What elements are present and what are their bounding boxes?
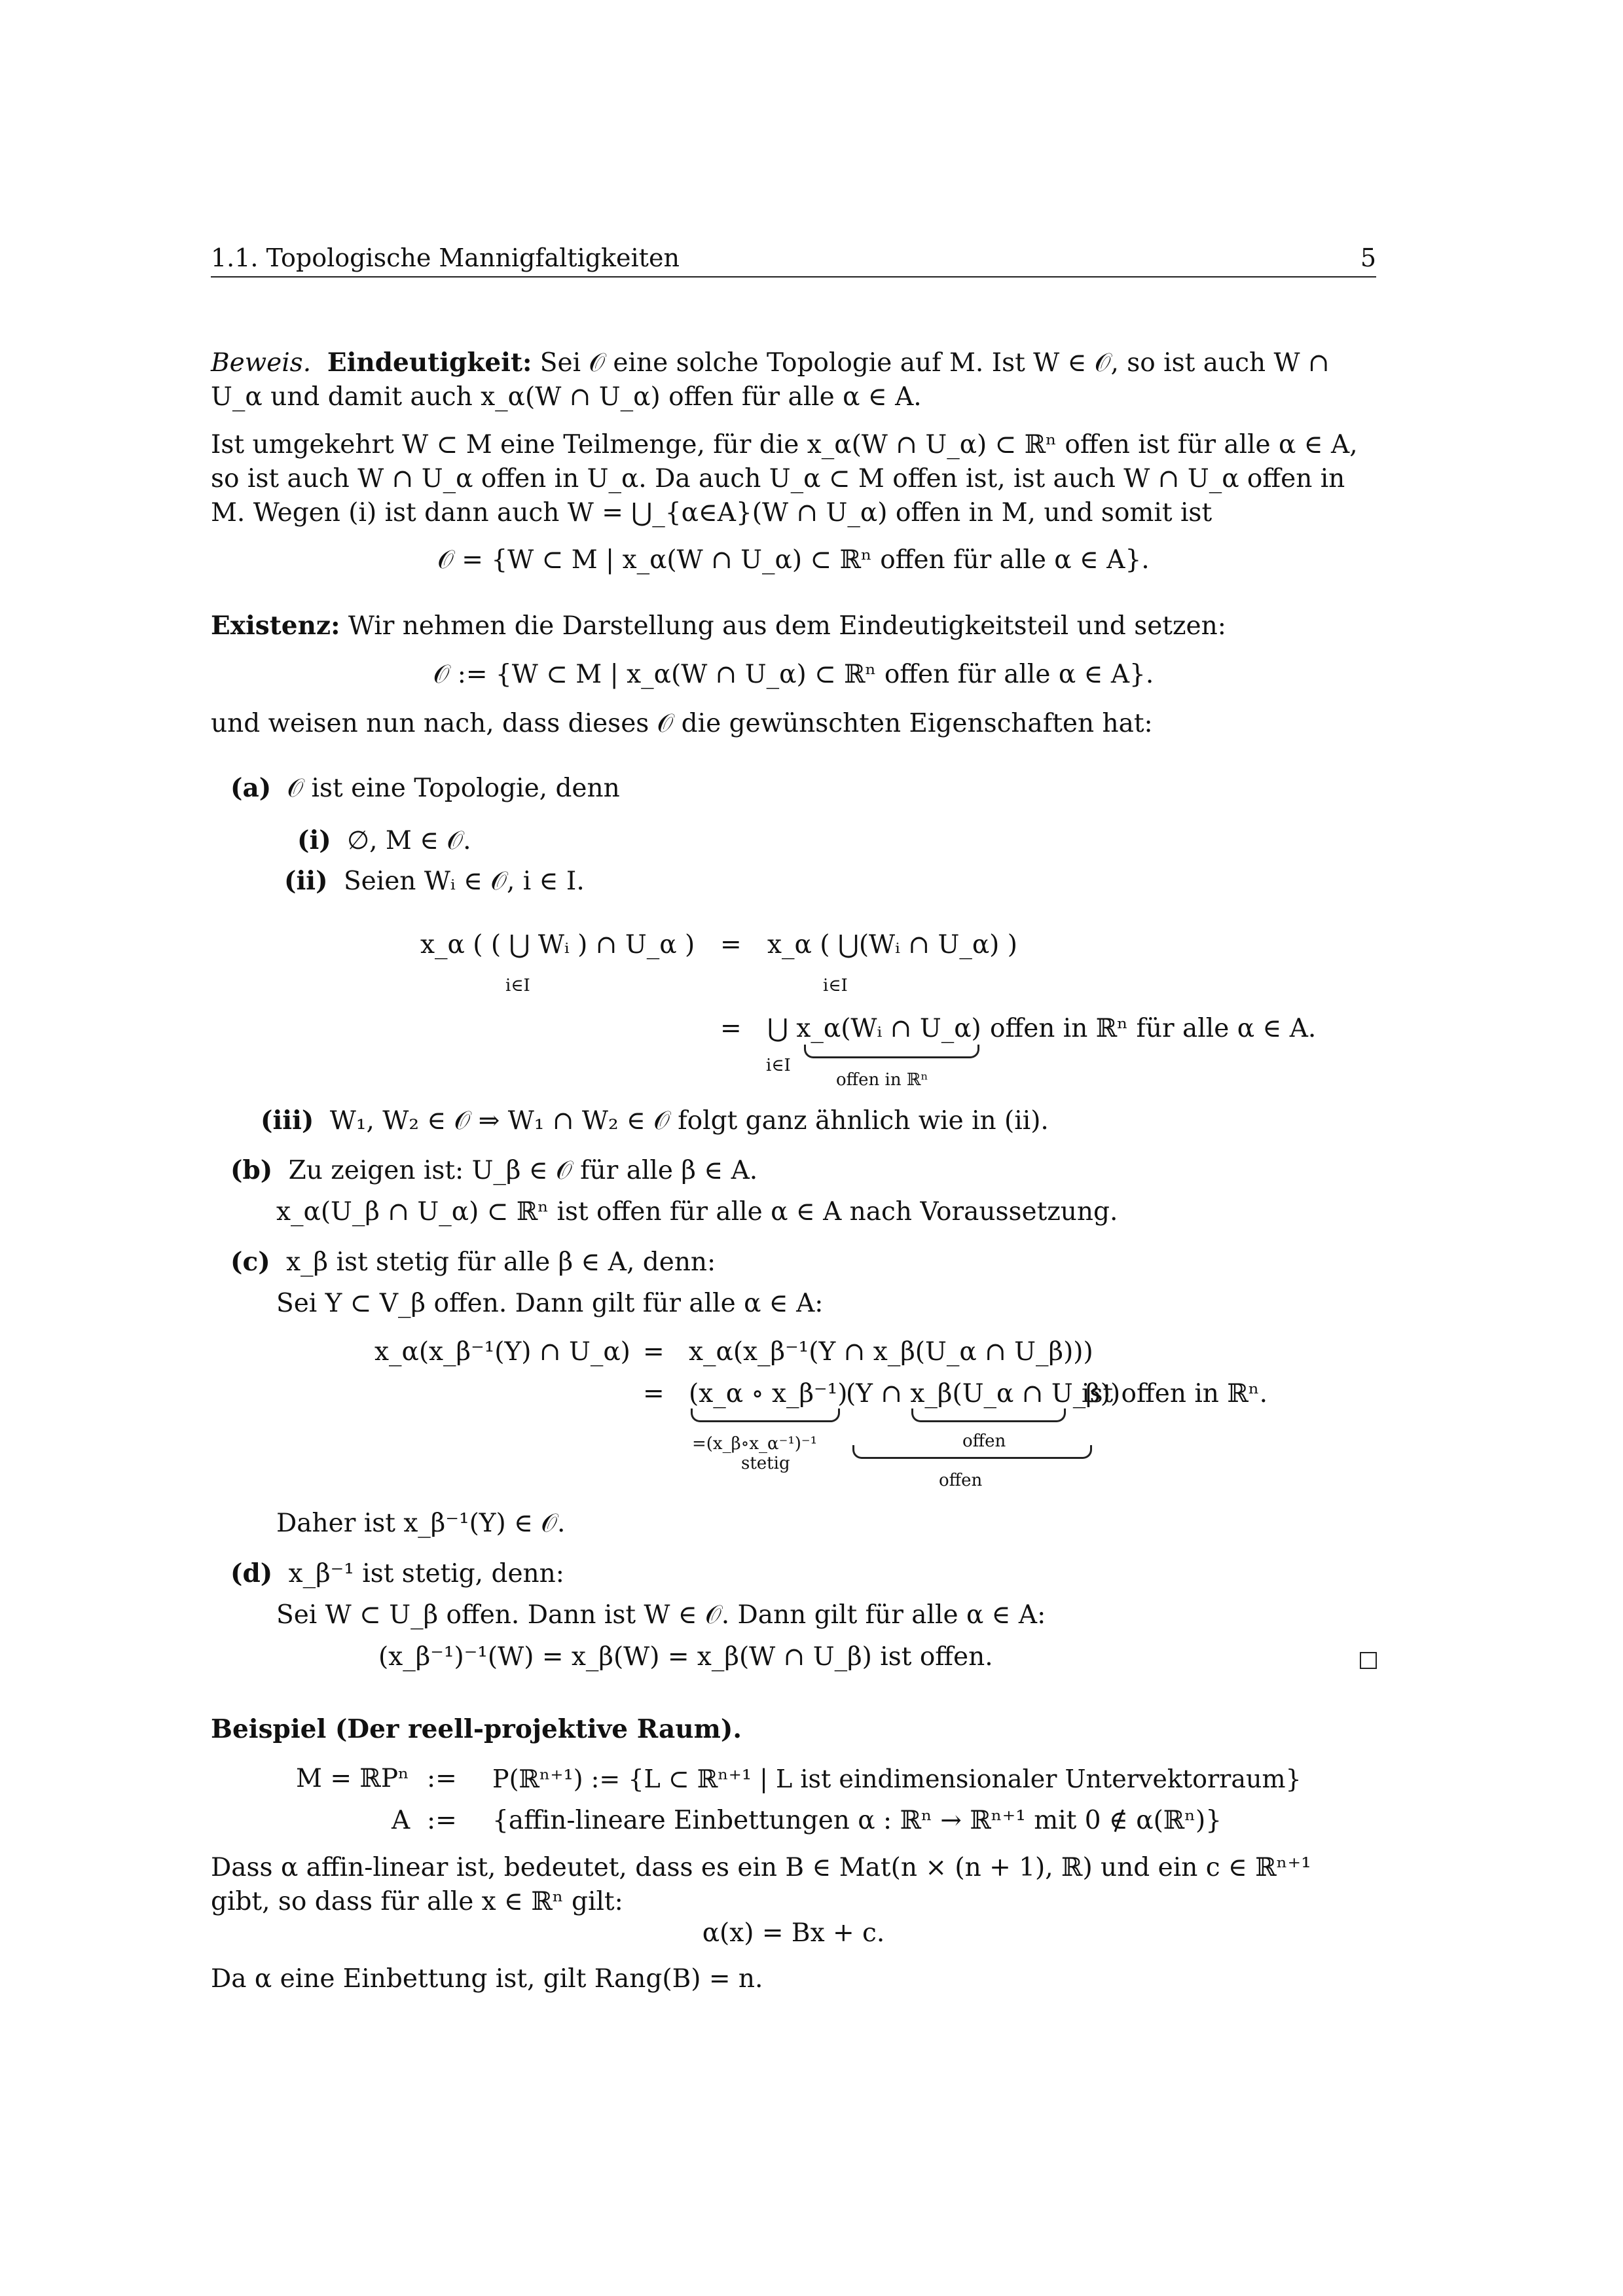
proof-paragraph-1	[211, 346, 1376, 414]
item-a-ii-text: Seien Wᵢ ∈ 𝒪, i ∈ I.	[343, 867, 585, 896]
example-row1-lhs: M = ℝPⁿ	[296, 1764, 409, 1793]
existenz-paragraph	[211, 609, 1376, 643]
item-a-iii-label: (iii)	[261, 1105, 314, 1136]
union-lhs: x_α ( ( ⋃ Wᵢ ) ∩ U_α )	[420, 930, 695, 960]
item-a-i	[297, 823, 471, 858]
existenz-label: Existenz:	[211, 611, 340, 641]
eq-sign-3: =	[643, 1337, 665, 1367]
proof-intro: Beweis.	[211, 348, 312, 378]
example-row2-lhs: A	[392, 1806, 410, 1835]
existenz-text: Wir nehmen die Darstellung aus dem Eindeutigkeitsteil und setzen:	[348, 611, 1226, 641]
union-rhs-1: x_α ( ⋃(Wᵢ ∩ U_α) )	[767, 930, 1017, 960]
item-b-text-1: Zu zeigen ist: U_β ∈ 𝒪 für alle β ∈ A.	[288, 1156, 758, 1185]
proof-text-4: und weisen nun nach, dass dieses 𝒪 die gewünschten Eigenschaften hat:	[211, 709, 1153, 738]
page-number: 5	[1360, 243, 1376, 272]
eq-sign-1: =	[720, 930, 742, 960]
underbrace-4-label: offen	[939, 1471, 983, 1490]
proof-paragraph-2	[211, 428, 1376, 530]
example-text-2: Da α eine Einbettung ist, gilt Rang(B) = n.	[211, 1964, 763, 1994]
item-b-text-2: x_α(U_β ∩ U_α) ⊂ ℝⁿ ist offen für alle α ∈ A nach Voraussetzung.	[276, 1197, 1118, 1227]
composition-rhs-1: x_α(x_β⁻¹(Y ∩ x_β(U_α ∩ U_β)))	[689, 1337, 1093, 1367]
example-title: Beispiel (Der reell-projektive Raum).	[211, 1714, 742, 1744]
proof-text-1: Sei 𝒪 eine solche Topologie auf M. Ist W ∈ 𝒪, so ist auch W ∩ U_α und damit auch x_α(W ∩ U_α) offen für alle α ∈ A.	[211, 348, 1330, 412]
equation-1: 𝒪 = {W ⊂ M | x_α(W ∩ U_α) ⊂ ℝⁿ offen für alle α ∈ A}.	[437, 545, 1150, 575]
item-b-label: (b)	[230, 1155, 273, 1185]
union-rhs-2-sub: i∈I	[766, 1056, 791, 1075]
item-d-label: (d)	[230, 1558, 273, 1588]
item-a-label: (a)	[230, 773, 272, 803]
underbrace-3-label: offen	[962, 1431, 1006, 1451]
item-d-text-1: x_β⁻¹ ist stetig, denn:	[288, 1559, 564, 1588]
item-a-iii-text: W₁, W₂ ∈ 𝒪 ⇒ W₁ ∩ W₂ ∈ 𝒪 folgt ganz ähnlich wie in (ii).	[329, 1106, 1049, 1136]
item-a-text: 𝒪 ist eine Topologie, denn	[287, 774, 620, 803]
item-a-ii-label: (ii)	[284, 866, 328, 896]
item-a-i-label: (i)	[297, 825, 331, 855]
qed-symbol	[1360, 1652, 1377, 1669]
union-rhs-2: ⋃ x_α(Wᵢ ∩ U_α)	[767, 1014, 981, 1043]
underbrace-3	[911, 1408, 1066, 1422]
example-text-1: Dass α affin-linear ist, bedeutet, dass es ein B ∈ Mat(n × (n + 1), ℝ) und ein c ∈ ℝⁿ⁺¹ gibt, so dass für alle x ∈ ℝⁿ gilt:	[211, 1853, 1311, 1916]
item-d-text-2: Sei W ⊂ U_β offen. Dann ist W ∈ 𝒪. Dann gilt für alle α ∈ A:	[276, 1600, 1046, 1630]
underbrace-1-label: offen in ℝⁿ	[836, 1070, 928, 1090]
document-page	[211, 0, 1376, 2296]
item-c-text-2: Sei Y ⊂ V_β offen. Dann gilt für alle α ∈ A:	[276, 1289, 824, 1318]
item-a-i-text: ∅, M ∈ 𝒪.	[347, 826, 471, 855]
item-c-text-1: x_β ist stetig für alle β ∈ A, denn:	[286, 1247, 716, 1277]
underbrace-1	[804, 1045, 979, 1058]
underbrace-4	[852, 1445, 1092, 1459]
union-lhs-sub: i∈I	[505, 976, 530, 996]
underbrace-2-label: =(x_β∘x_α⁻¹)⁻¹	[692, 1434, 818, 1454]
example-row1-rhs: P(ℝⁿ⁺¹) := {L ⊂ ℝⁿ⁺¹ | L ist eindimensionaler Untervektorraum}	[492, 1765, 1302, 1793]
example-row2-rhs: {affin-lineare Einbettungen α : ℝⁿ → ℝⁿ⁺¹ mit 0 ∉ α(ℝⁿ)}	[492, 1806, 1222, 1835]
example-equation: α(x) = Bx + c.	[702, 1918, 885, 1948]
item-d-text-3: (x_β⁻¹)⁻¹(W) = x_β(W) = x_β(W ∩ U_β) ist offen.	[378, 1642, 993, 1672]
running-header	[211, 240, 1376, 278]
union-rhs-1-sub: i∈I	[823, 976, 848, 996]
equation-2: 𝒪 := {W ⊂ M | x_α(W ∩ U_α) ⊂ ℝⁿ offen für alle α ∈ A}.	[433, 660, 1154, 689]
item-c	[230, 1245, 716, 1280]
composition-rhs-2b: (Y ∩ x_β(U_α ∩ U_β))	[846, 1379, 1121, 1408]
item-d	[230, 1556, 564, 1591]
composition-rhs-2c: ist offen in ℝⁿ.	[1082, 1379, 1268, 1408]
underbrace-2-label-b: stetig	[741, 1454, 790, 1473]
composition-lhs: x_α(x_β⁻¹(Y) ∩ U_α)	[374, 1337, 630, 1367]
item-c-text-3: Daher ist x_β⁻¹(Y) ∈ 𝒪.	[276, 1509, 566, 1538]
item-a-ii	[284, 864, 585, 899]
underbrace-2	[691, 1408, 840, 1422]
item-c-label: (c)	[230, 1247, 270, 1277]
eq-sign-4: =	[643, 1379, 665, 1408]
eindeutigkeit-label: Eindeutigkeit:	[327, 348, 532, 378]
example-row1-op: :=	[427, 1764, 457, 1793]
example-row2-op: :=	[427, 1806, 457, 1835]
item-b	[230, 1153, 757, 1188]
eq-sign-2: =	[720, 1014, 742, 1043]
union-rhs-2-tail: offen in ℝⁿ für alle α ∈ A.	[990, 1014, 1317, 1043]
proof-text-2: Ist umgekehrt W ⊂ M eine Teilmenge, für die x_α(W ∩ U_α) ⊂ ℝⁿ offen ist für alle α ∈ A, so ist auch W ∩ U_α offen in U_α. Da auch U_α ⊂ M offen ist, ist auch W ∩ U_α offen in M. Wegen (i) ist dann auch W = ⋃_{α∈A}(W ∩ U_α) offen in M, und somit ist	[211, 430, 1358, 528]
section-title: 1.1. Topologische Mannigfaltigkeiten	[211, 243, 680, 272]
item-a	[230, 771, 620, 806]
item-a-iii	[261, 1103, 1049, 1138]
composition-rhs-2a: (x_α ∘ x_β⁻¹)	[689, 1379, 848, 1408]
